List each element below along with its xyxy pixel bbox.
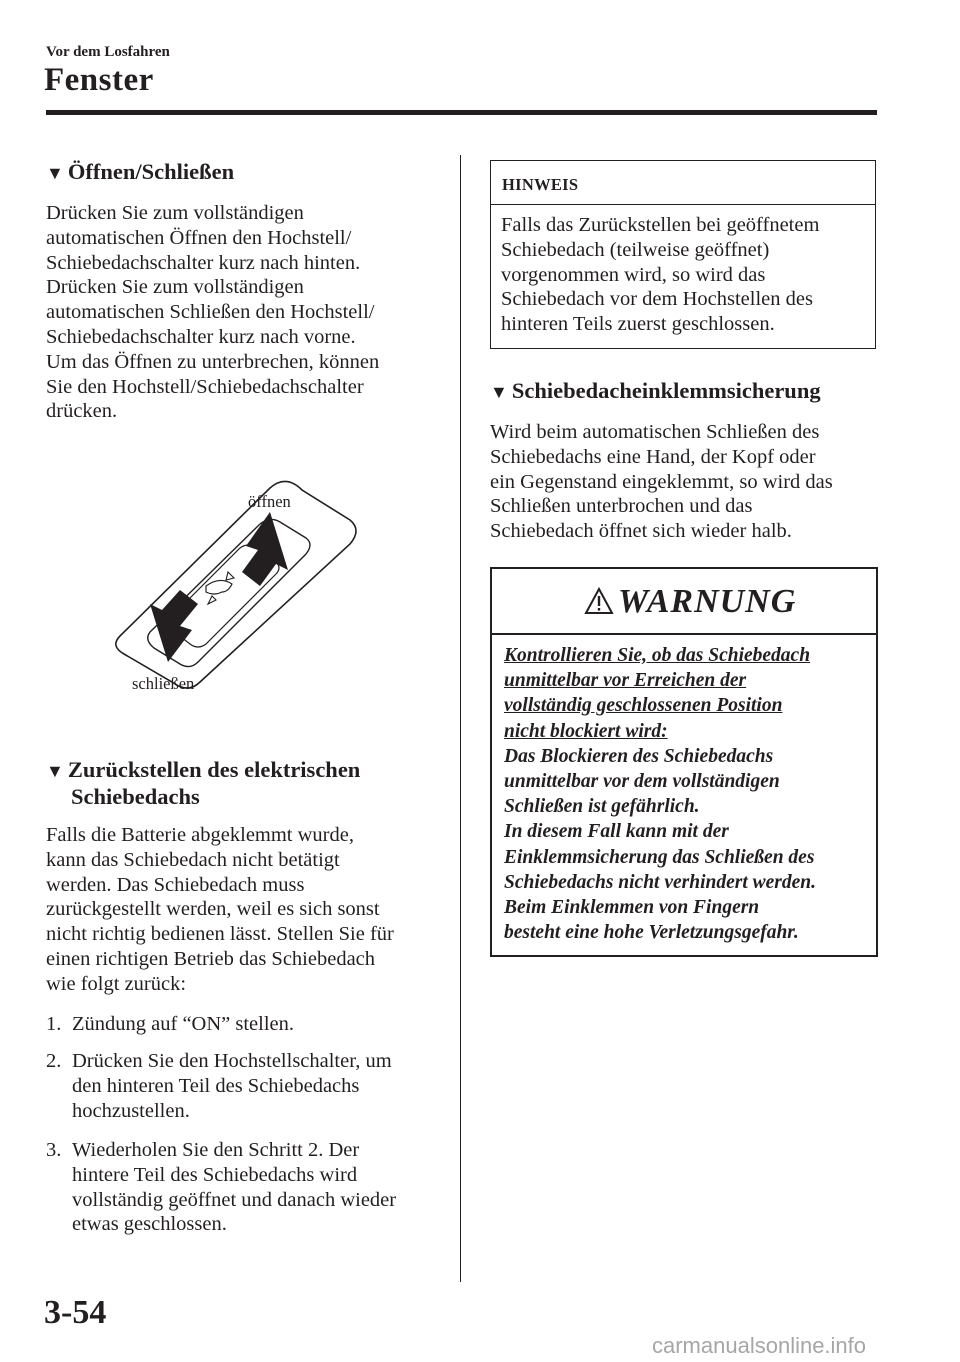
text-line: kann das Schiebedach nicht betätigt [46, 848, 340, 871]
step-item [46, 1012, 456, 1038]
step-text [72, 1138, 452, 1237]
warning-triangle-icon [584, 587, 614, 615]
reset-paragraph [46, 823, 456, 997]
triangle-bullet-icon: ▼ [490, 382, 508, 402]
text-line: Falls die Batterie abgeklemmt wurde, [46, 824, 354, 846]
heading-text: Zurückstellen des elektrischen [67, 757, 361, 782]
text-line: Falls das Zurückstellen bei geöffnetem [501, 214, 820, 236]
text-line: ein Gegenstand eingeklemmt, so wird das [490, 470, 833, 493]
text-line: Beim Einklemmen von Fingern [504, 897, 760, 919]
text-line: zurückgestellt werden, weil es sich sonst [46, 898, 380, 921]
text-line: hinteren Teils zuerst geschlossen. [501, 313, 775, 336]
text-line: Zündung auf “ON” stellen. [72, 1013, 295, 1035]
title-rule [46, 110, 877, 115]
pinch-paragraph [490, 420, 890, 544]
heading-text: Schiebedacheinklemmsicherung [511, 378, 821, 403]
triangle-bullet-icon: ▼ [46, 163, 64, 183]
text-line: werden. Das Schiebedach muss [46, 873, 305, 896]
column-divider [460, 155, 461, 1282]
text-line: Wiederholen Sie den Schritt 2. Der [72, 1139, 360, 1161]
text-line: Drücken Sie zum vollständigen [46, 202, 304, 224]
text-line: einen richtigen Betrieb das Schiebedach [46, 947, 376, 970]
text-line: Um das Öffnen zu unterbrechen, können [46, 350, 380, 373]
text-line: Schließen ist gefährlich. [504, 796, 700, 818]
text-line: Schiebedachs nicht verhindert werden. [504, 871, 817, 893]
sunroof-switch-illustration [110, 468, 370, 698]
text-line: vollständig geschlossenen Position [504, 695, 783, 717]
text-line: wie folgt zurück: [46, 972, 187, 995]
text-line: Sie den Hochstell/Schiebedachschalter [46, 375, 364, 398]
text-line: Schiebedachschalter kurz nach vorne. [46, 325, 356, 348]
step-text [72, 1012, 452, 1037]
watermark[interactable]: carmanualsonline.info [652, 1333, 867, 1358]
text-line: Wird beim automatischen Schließen des [490, 421, 820, 443]
section-label: Vor dem Losfahren [46, 44, 170, 60]
text-line: nicht blockiert wird: [504, 720, 668, 742]
label-open: öffnen [248, 492, 291, 511]
label-close: schließen [132, 674, 195, 693]
step-item [46, 1138, 456, 1238]
text-line: Drücken Sie den Hochstellschalter, um [72, 1050, 392, 1072]
step-number: 2. [46, 1050, 62, 1072]
triangle-bullet-icon: ▼ [46, 761, 64, 781]
step-number: 3. [46, 1139, 62, 1161]
text-line: unmittelbar vor dem vollständigen [504, 771, 780, 793]
text-line: etwas geschlossen. [72, 1213, 227, 1236]
open-close-paragraph [46, 201, 446, 424]
text-line: den hinteren Teil des Schiebedachs [72, 1074, 360, 1097]
note-box [490, 160, 876, 349]
heading-pinch [490, 377, 821, 406]
text-line: Schiebedachschalter kurz nach hinten. [46, 251, 361, 274]
text-line: Das Blockieren des Schiebedachs [504, 745, 774, 767]
text-line: automatischen Schließen den Hochstell/ [46, 301, 375, 324]
warning-body [504, 643, 868, 945]
text-line: Schiebedach (teilweise geöffnet) [501, 238, 770, 261]
note-body [501, 213, 869, 337]
note-label: HINWEIS [502, 175, 579, 194]
page-number: 3-54 [44, 1294, 107, 1331]
heading-text: Öffnen/Schließen [67, 159, 235, 184]
text-line: unmittelbar vor Erreichen der [504, 670, 747, 692]
step-number: 1. [46, 1013, 62, 1035]
text-line: Schiebedach vor dem Hochstellen des [501, 288, 813, 311]
text-line: Drücken Sie zum vollständigen [46, 276, 304, 299]
text-line: Schiebedachs eine Hand, der Kopf oder [490, 445, 816, 468]
text-line: Kontrollieren Sie, ob das Schiebedach [504, 645, 811, 666]
note-header [491, 161, 875, 205]
text-line: besteht eine hohe Verletzungsgefahr. [504, 922, 799, 944]
step-item [46, 1049, 456, 1125]
text-line: Schiebedach öffnet sich wieder halb. [490, 520, 792, 543]
text-line: hochzustellen. [72, 1099, 190, 1122]
text-line: hintere Teil des Schiebedachs wird [72, 1163, 358, 1186]
text-line: Schließen unterbrochen und das [490, 495, 753, 518]
text-line: In diesem Fall kann mit der [504, 821, 729, 843]
heading-reset [46, 756, 360, 785]
text-line: automatischen Öffnen den Hochstell/ [46, 226, 352, 249]
text-line: nicht richtig bedienen lässt. Stellen Sie für [46, 923, 394, 946]
warning-box [490, 567, 878, 957]
warning-title: WARNUNG [618, 583, 797, 620]
text-line: Einklemmsicherung das Schließen des [504, 846, 815, 868]
page-title: Fenster [44, 62, 154, 98]
step-text [72, 1049, 452, 1123]
text-line: drücken. [46, 400, 118, 423]
text-line: vollständig geöffnet und danach wieder [72, 1188, 397, 1211]
heading-reset-line2: Schiebedachs [71, 784, 200, 809]
heading-open-close [46, 158, 234, 187]
text-line: vorgenommen wird, so wird das [501, 263, 766, 286]
warning-header [492, 569, 876, 635]
switch-diagram [110, 468, 370, 698]
